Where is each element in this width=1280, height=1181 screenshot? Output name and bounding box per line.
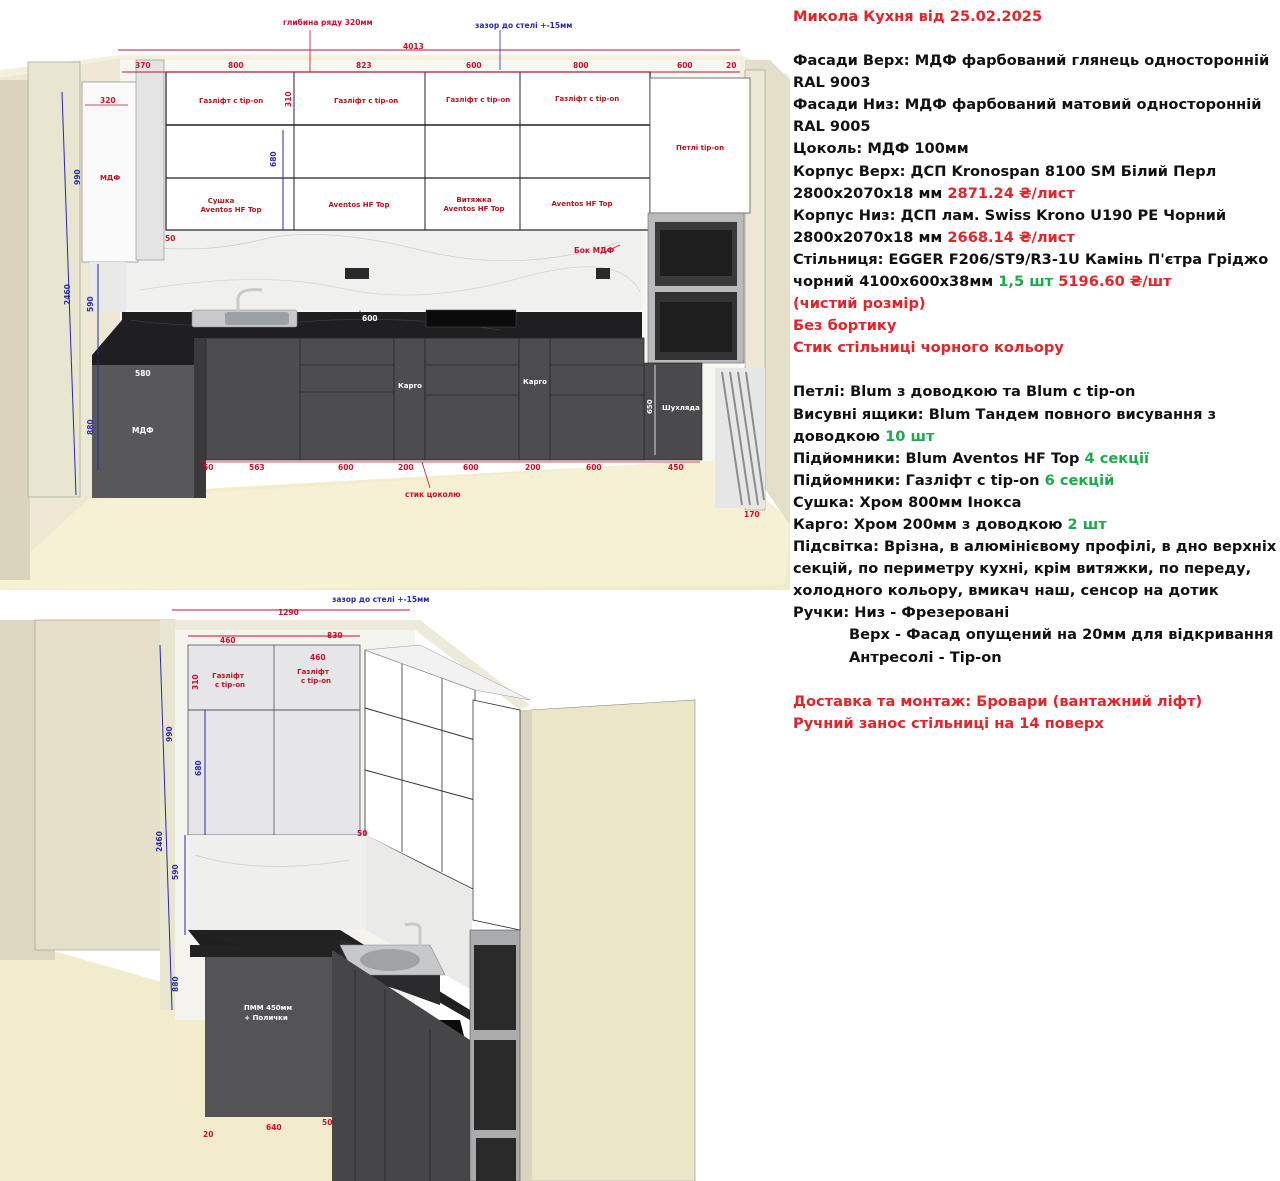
dim-590: 590 [171,864,180,880]
spec-notes [793,293,1273,359]
lower-label-3: Витяжка Aventos HF Top [443,196,505,213]
spec-line: 2800x2070x18 мм 2668.14 ₴/лист [793,228,1075,246]
bottom-dim: 640 [266,1123,282,1132]
spec-line: Стільниця: EGGER F206/ST9/R3-1U Камінь П'єтра Гріджо [793,250,1269,268]
dim-460: 460 [310,653,326,662]
oven-tower [470,930,520,1181]
hardware-line: Петлі: Blum з доводкою та Blum с tip-on [793,383,1136,401]
pmm-label: ПММ 450мм + Полички [243,1004,293,1022]
dim-310: 310 [284,91,293,107]
hardware-line: Підйомники: Газліфт с tip-on 6 секцій [793,471,1115,489]
dim-600: 600 [362,314,378,323]
kargo-label: Карго [523,378,547,386]
spec-material-lines [793,50,1273,293]
dim-990: 990 [73,169,82,185]
upper-label: Газліфт с tip-on [199,97,264,105]
kargo-label: Карго [398,382,422,390]
spec-line: чорний 4100x600x38мм 1,5 шт 5196.60 ₴/шт [793,273,1172,291]
dim-650: 650 [646,399,654,414]
socket [345,268,369,279]
dim-50: 50 [357,829,368,838]
dim-580: 580 [135,369,151,378]
bottom-dim: 600 [586,463,602,472]
socket [596,268,610,279]
top-dim: 370 [135,61,151,70]
front-kitchen-drawing [0,0,790,590]
spec-line: Корпус Низ: ДСП лам. Swiss Krono U190 PE Чорний [793,206,1227,224]
hardware-line: доводкою 10 шт [793,427,935,445]
spec-note: Стик стільниці чорного кольору [793,339,1064,357]
top-dim: 600 [677,61,693,70]
right-wall [530,700,695,1181]
hob [426,310,516,327]
hardware-line: Підсвітка: Врізна, в алюмінієвому профілі, в дно верхніх [793,538,1277,556]
spec-line: 2800x2070x18 мм 2871.24 ₴/лист [793,184,1075,202]
spec-line: Фасади Верх: МДФ фарбований глянець односторонній [793,52,1270,70]
top-dim: 800 [573,61,589,70]
dim-680: 680 [269,151,278,167]
spec-note: Без бортику [793,317,897,335]
hardware-line: секцій, по периметру кухні, крім витяжки, по переду, [793,560,1252,578]
bottom-dim: 200 [398,463,414,472]
bottom-dim: 600 [338,463,354,472]
dim-50: 50 [165,234,176,243]
spec-title: Микола Кухня від 25.02.2025 [793,8,1043,25]
depth-label: глибина ряду 320мм [283,18,373,27]
spec-line: Фасади Низ: МДФ фарбований матовий односторонній [793,96,1262,114]
gaz-label: Газліфт с tip-on [297,668,332,685]
spec-note: (чистий розмір) [793,295,926,313]
upper-label: Газліфт с tip-on [334,97,399,105]
hardware-line: холодного кольору, вмикач наш, сенсор на дотик [793,582,1219,600]
bottom-dim: 20 [203,1130,214,1139]
delivery-line: Доставка та монтаж: Бровари (вантажний ліфт) [793,692,1203,710]
plinth-joint-label: стик цоколю [405,490,461,499]
gaz-label: Газліфт с tip-on [212,672,246,689]
bottom-dim: 600 [463,463,479,472]
hardware-line: Підйомники: Blum Aventos HF Top 4 секції [793,449,1150,467]
tall-label: Петлі tip-on [676,144,725,152]
dim-880: 880 [171,976,180,992]
spec-line: RAL 9003 [793,74,871,92]
dim-680: 680 [194,760,203,776]
spec-line: Цоколь: МДФ 100мм [793,140,969,158]
dim-2460: 2460 [63,284,72,305]
mdf-low-label: МДФ [132,426,154,435]
spec-line: Корпус Верх: ДСП Kronospan 8100 SM Білий Перл [793,162,1217,180]
gap-label: зазор до стелі +-15мм [475,21,573,30]
dim-320: 320 [100,96,116,105]
dim-460: 460 [220,636,236,645]
upper-label: Газліфт с tip-on [555,95,620,103]
backsplash [188,835,366,930]
bottom-dim: 563 [249,463,265,472]
spec-line: RAL 9005 [793,118,871,136]
dim-590: 590 [86,296,95,312]
top-dim: 823 [356,61,372,70]
bok-label: Бок МДФ [574,246,615,255]
bottom-dim: 450 [668,463,684,472]
dim-170: 170 [744,510,760,519]
handles-line: Верх - Фасад опущений на 20мм для відкривання [849,626,1274,644]
radiator [715,368,765,508]
lower-label-1: Сушка Aventos HF Top [200,197,262,214]
side-kitchen-drawing [0,590,790,1181]
upper-left-cabinet [82,82,138,262]
dim-990: 990 [165,726,174,742]
spec-panel [793,6,1277,735]
dim-2460: 2460 [155,831,164,852]
dim-830: 830 [327,631,343,640]
dim-1290: 1290 [278,608,299,617]
top-dim: 800 [228,61,244,70]
bottom-dim: 50 [322,1118,333,1127]
hardware-line: Ручки: Низ - Фрезеровані [793,604,1010,622]
total-width: 4013 [403,42,424,51]
gap-label: зазор до стелі +-15мм [332,595,430,604]
bottom-dim: 200 [525,463,541,472]
lower-label-4: Aventos HF Top [551,200,613,208]
spec-hardware-lines [793,381,1277,624]
dim-880: 880 [86,419,95,435]
spec-delivery [793,691,1273,735]
lower-label-2: Aventos HF Top [328,201,390,209]
upper-label: Газліфт с tip-on [446,96,511,104]
hardware-line: Карго: Хром 200мм з доводкою 2 шт [793,515,1107,533]
mdf-label: МДФ [100,174,121,182]
drawer-label: Шухляда [662,404,700,412]
spec-handles [793,624,1273,668]
dim-310: 310 [191,674,200,690]
top-dim: 20 [726,61,737,70]
top-dim: 600 [466,61,482,70]
hardware-line: Висувні ящики: Blum Тандем повного висування з [793,405,1217,423]
bottom-dim: 50 [203,463,214,472]
delivery-line: Ручний занос стільниці на 14 поверх [793,714,1104,732]
hardware-line: Сушка: Хром 800мм Інокса [793,493,1022,511]
handles-line: Антресолі - Tip-on [849,648,1002,666]
